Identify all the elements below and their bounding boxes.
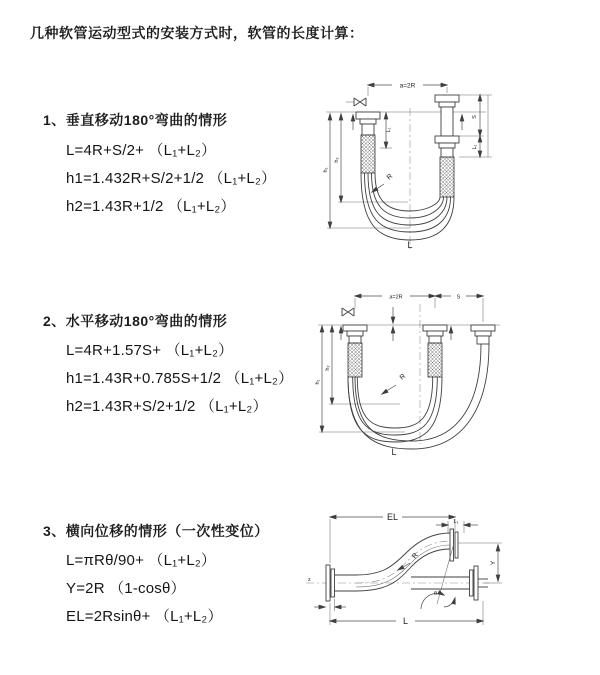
label-r: R — [411, 551, 420, 561]
dimension-a2r — [355, 295, 435, 309]
section-1-formula-h2: h2=1.43R+1/2 （L₁+L₂） — [66, 198, 236, 215]
upper-flange-fitting — [450, 529, 502, 561]
section-3-formula-Y: Y=2R （1-cosθ） — [66, 580, 186, 597]
braided-hose-section — [348, 343, 362, 377]
section-3-formula-L: L=πRθ/90+ （L₁+L₂） — [66, 552, 217, 569]
label-h2: h₂ — [325, 365, 331, 371]
section-3-formula-EL: EL=2Rsinθ+ （L₁+L₂） — [66, 608, 223, 625]
label-h2: h₂ — [334, 157, 340, 163]
dimension-y — [484, 545, 502, 583]
radius-callout — [382, 373, 407, 394]
label-s: S — [456, 294, 461, 301]
diagram-lateral-displacement — [298, 503, 598, 645]
label-l: L — [402, 616, 409, 626]
label-el: EL — [386, 512, 399, 522]
dimension-l1-left — [380, 113, 392, 148]
valve-icon — [342, 308, 354, 316]
diagram-horizontal-180-bend — [310, 282, 600, 457]
label-l1-left: L₁ — [386, 127, 392, 133]
dimension-h2 — [325, 326, 400, 404]
fixed-pipe-fitting — [356, 112, 380, 173]
page-title: 几种软管运动型式的安装方式时，软管的长度计算： — [30, 25, 364, 41]
label-z: z — [308, 577, 311, 583]
dimension-s — [435, 295, 483, 323]
dimension-el — [330, 512, 455, 563]
label-h1: h₁ — [315, 379, 321, 385]
moving-pipe-fitting-pos1 — [423, 325, 447, 377]
label-l1-right: L₁ — [472, 144, 478, 150]
section-1-formula-L: L=4R+S/2+ （L₁+L₂） — [66, 142, 217, 159]
moving-pipe-fitting-pos2 — [471, 325, 495, 344]
label-y: Y — [490, 560, 497, 566]
braided-hose-section — [428, 343, 442, 377]
section-2-formula-h2: h2=1.43R+S/2+1/2 （L₁+L₂） — [66, 398, 268, 415]
section-1-heading: 1、垂直移动180°弯曲的情形 — [43, 112, 228, 128]
label-a2r: a=2R — [389, 294, 403, 301]
valve-icon — [346, 98, 366, 106]
dimension-a2r — [368, 83, 447, 97]
dimension-l — [330, 601, 483, 626]
dimension-l1 — [436, 519, 478, 533]
label-s: S — [472, 115, 478, 119]
moving-pipe-fitting — [435, 95, 459, 197]
section-2-formula-L: L=4R+1.57S+ （L₁+L₂） — [66, 342, 234, 359]
dimension-stroke-s — [459, 95, 492, 157]
label-r: R — [385, 172, 395, 182]
section-2-heading: 2、水平移动180°弯曲的情形 — [43, 313, 228, 329]
label-theta: θ — [434, 591, 438, 597]
section-1-formula-h1: h1=1.432R+S/2+1/2 （L₁+L₂） — [66, 170, 277, 187]
fixed-pipe-fitting — [343, 325, 367, 377]
label-l: L — [407, 240, 413, 250]
hose-s-curve — [356, 533, 450, 591]
label-l1: L₁ — [453, 519, 459, 525]
braided-hose-section — [361, 135, 375, 173]
section-2-formula-h1: h1=1.43R+0.785S+1/2 （L₁+L₂） — [66, 370, 294, 387]
braided-hose-section — [440, 157, 454, 197]
hose-u-bend-pos2 — [348, 344, 489, 449]
diagram-vertical-180-bend — [310, 70, 600, 260]
label-l: L — [391, 447, 397, 457]
label-a2r: a=2R — [399, 82, 416, 90]
label-h1: h₁ — [323, 167, 329, 173]
section-3-heading: 3、横向位移的情形（一次性变位） — [43, 523, 269, 539]
label-r: R — [398, 372, 408, 382]
